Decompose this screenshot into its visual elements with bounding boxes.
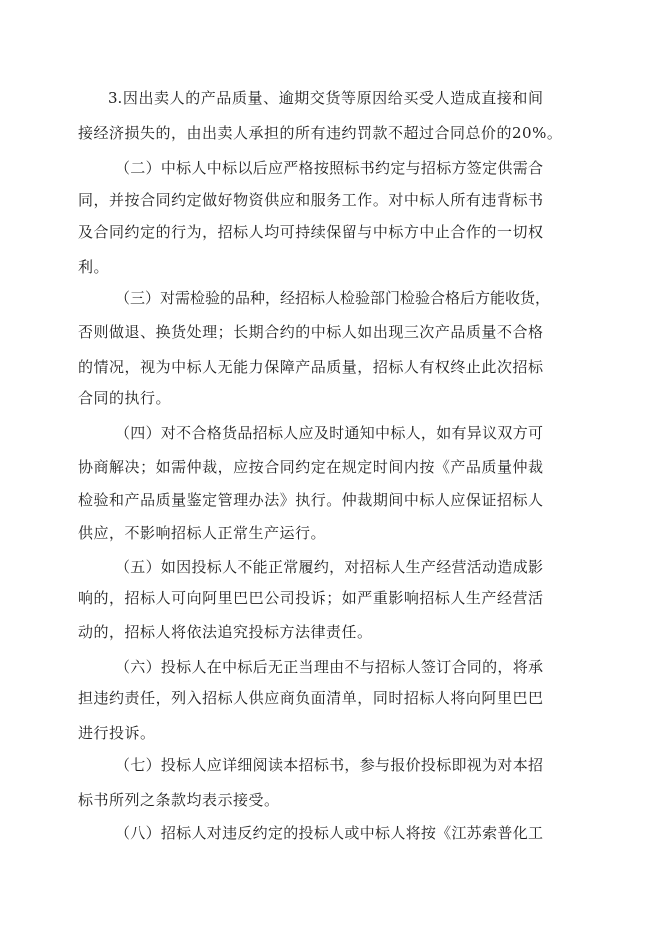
- text-line: （六）投标人在中标后无正当理由不与招标人签订合同的，将承: [115, 658, 543, 676]
- text-line: 进行投诉。: [78, 724, 156, 742]
- text-line: 利。: [78, 258, 110, 276]
- text-line: （八）招标人对违反约定的投标人或中标人将按《江苏索普化工: [115, 824, 543, 842]
- text-line: 响的，招标人可向阿里巴巴公司投诉；如严重影响招标人生产经营活: [78, 589, 543, 607]
- text-line: 担违约责任，列入招标人供应商负面清单，同时招标人将向阿里巴巴: [78, 689, 543, 707]
- text-line: 标书所列之条款均表示接受。: [78, 791, 280, 809]
- text-line: 及合同约定的行为，招标人均可持续保留与中标方中止合作的一切权: [78, 223, 543, 241]
- text-line: 供应，不影响招标人正常生产运行。: [78, 524, 327, 542]
- text-line: 协商解决；如需仲裁，应按合同约定在规定时间内按《产品质量仲裁: [78, 458, 543, 476]
- text-line: （五）如因投标人不能正常履约，对招标人生产经营活动造成影: [115, 558, 543, 576]
- text-line: 同，并按合同约定做好物资供应和服务工作。对中标人所有违背标书: [78, 191, 543, 209]
- text-line: 检验和产品质量鉴定管理办法》执行。仲裁期间中标人应保证招标人: [78, 491, 543, 509]
- text-line: 否则做退、换货处理；长期合约的中标人如出现三次产品质量不合格: [78, 323, 543, 341]
- text-line: （三）对需检验的品种，经招标人检验部门检验合格后方能收货，: [115, 289, 551, 307]
- text-line: 合同的执行。: [78, 389, 172, 407]
- text-line: 动的，招标人将依法追究投标方法律责任。: [78, 623, 373, 641]
- text-line: （四）对不合格货品招标人应及时通知中标人，如有异议双方可: [115, 424, 543, 442]
- text-line: 的情况，视为中标人无能力保障产品质量，招标人有权终止此次招标: [78, 358, 543, 376]
- text-line: 3.因出卖人的产品质量、逾期交货等原因给买受人造成直接和间: [108, 89, 543, 107]
- text-line: 接经济损失的，由出卖人承担的所有违约罚款不超过合同总价的20%。: [78, 124, 563, 142]
- text-line: （七）投标人应详细阅读本招标书，参与报价投标即视为对本招: [115, 756, 543, 774]
- text-line: （二）中标人中标以后应严格按照标书约定与招标方签定供需合: [115, 159, 543, 177]
